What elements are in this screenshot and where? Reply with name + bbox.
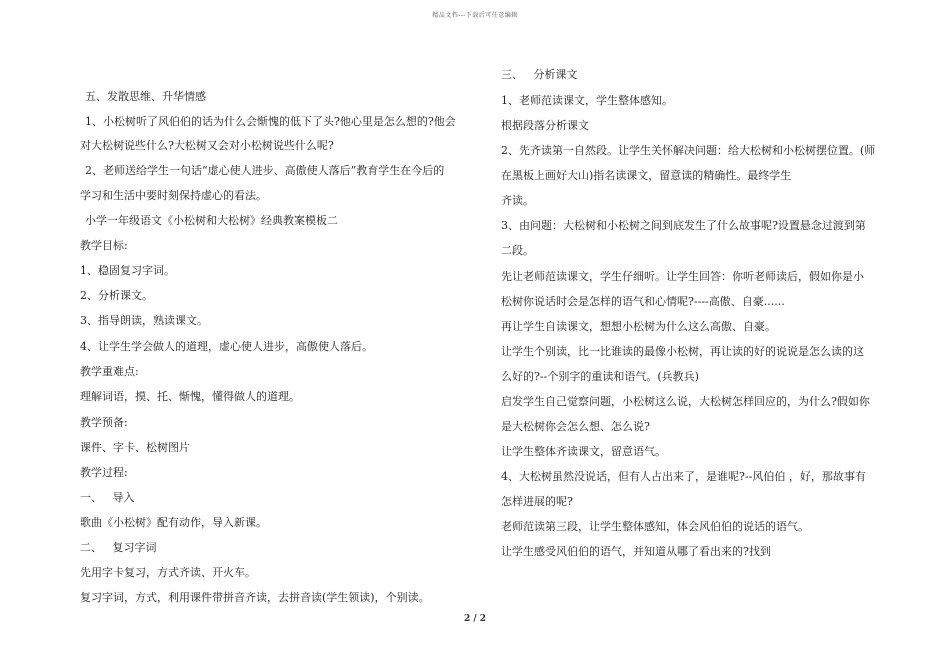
text-line: 怎样进展的呢? [501,495,573,508]
text-line: 在黑板上画好大山)指名读课文，留意读的精确性。最终学生 [501,169,792,182]
text-line: 齐读。 [501,194,534,207]
text-line: 复习字词，方式，利用课件带拼音齐读，去拼音读(学生领读)，个别读。 [80,591,430,604]
text-line: 教学重难点: [80,365,139,378]
text-line: 2、老师送给学生一句话“虚心使人进步、高傲使人落后”教育学生在今后的 [85,164,445,177]
text-line: 么好的?--个别字的重读和语气。(兵教兵) [501,370,699,383]
text-line: 2、分析课文。 [80,289,153,302]
text-line: 一、 导入 [80,491,135,504]
text-line: 1、老师范读课文，学生整体感知。 [501,94,673,107]
text-line: 三、 分析课文 [501,68,578,81]
text-line: 再让学生自读课文，想想小松树为什么这么高傲、自豪。 [501,320,776,333]
text-line: 小学一年级语文《小松树和大松树》经典教案模板二 [85,214,338,227]
text-line: 2、先齐读第一自然段。让学生关怀解决问题：给大松树和小松树摆位置。(师 [501,144,876,157]
text-line: 先用字卡复习，方式齐读、开火车。 [80,566,256,579]
text-line: 1、稳固复习字词。 [80,264,175,277]
text-line: 松树你说话时会是怎样的语气和心情呢?----高傲、自豪...... [501,295,785,308]
page-number: 2 / 2 [463,614,487,624]
text-line: 教学过程: [80,466,128,479]
text-line: 3、由问题：大松树和小松树之间到底发生了什么故事呢?设置悬念过渡到第 [501,219,866,232]
text-line: 根据段落分析课文 [501,119,589,132]
page-header: 精品文档---下载后可任意编辑 [432,12,518,19]
text-line: 教学预备: [80,416,128,429]
text-line: 五、发散思维、升华情感 [85,90,206,103]
text-line: 二段。 [501,244,534,257]
text-line: 对大松树说些什么?大松树又会对小松树说些什么呢? [80,139,334,152]
text-line: 让学生个别读，比一比谁读的最像小松树，再让读的好的说说是怎么读的这 [501,345,864,358]
text-line: 4、大松树虽然没说话，但有人占出来了，是谁呢?--风伯伯 ，好，那故事有 [501,470,866,483]
text-line: 是大松树你会怎么想、怎么说? [501,420,650,433]
text-line: 理解词语，摸、托、惭愧，懂得做人的道理。 [80,390,300,403]
text-line: 教学目标: [80,239,128,252]
text-line: 启发学生自己觉察问题，小松树这么说，大松树怎样回应的，为什么?假如你 [501,395,870,408]
text-line: 1、小松树听了风伯伯的话为什么会惭愧的低下了头?他心里是怎么想的?他会 [85,115,456,128]
text-line: 学习和生活中要时刻保持虚心的看法。 [80,189,267,202]
text-line: 课件、字卡、松树图片 [80,441,190,454]
text-line: 3、指导朗读，熟读课文。 [80,314,208,327]
text-line: 老师范读第三段，让学生整体感知，体会风伯伯的说话的语气。 [501,520,809,533]
text-line: 二、 复习字词 [80,541,157,554]
text-line: 4、让学生学会做人的道理，虚心使人进步，高傲使人落后。 [80,340,373,353]
text-line: 让学生感受风伯伯的语气，并知道从哪了看出来的?找到 [501,545,771,558]
text-line: 歌曲《小松树》配有动作，导入新课。 [80,516,267,529]
text-line: 让学生整体齐读课文，留意语气。 [501,445,666,458]
text-line: 先让老师范读课文，学生仔细听。让学生回答：你听老师读后，假如你是小 [501,270,864,283]
